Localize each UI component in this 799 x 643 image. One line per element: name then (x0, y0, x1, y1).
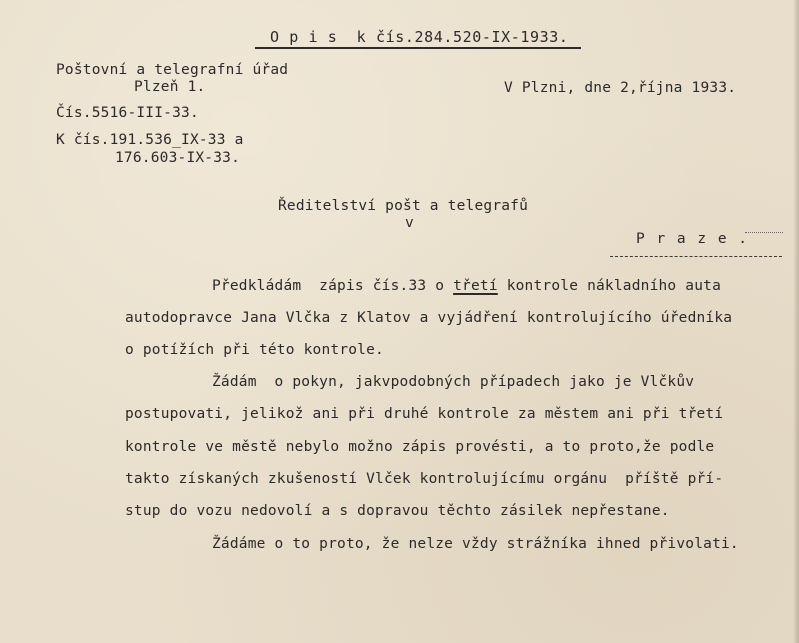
reference-to-line1: K čís.191.536_IX-33 a (56, 132, 244, 148)
body-paragraph1-line2: autodopravce Jana Vlčka z Klatov a vyjádření kontrolujícího úředníka (125, 310, 733, 326)
recipient-city: P r a z e . (636, 231, 749, 247)
body-paragraph1-line3: o potížích při této kontrole. (125, 342, 384, 358)
body-paragraph3-line1: Žádáme o to proto, že nelze vždy strážníka ihned přivolati. (212, 536, 739, 552)
date-line: V Plzni, dne 2,října 1933. (504, 80, 737, 96)
page-edge-shadow (793, 0, 799, 643)
recipient-line1: Ředitelství pošt a telegrafů (278, 198, 529, 214)
body-paragraph2-line3: kontrole ve městě nebylo možno zápis provésti, a to proto,že podle (125, 439, 715, 455)
sender-office-line1: Poštovní a telegrafní úřad (56, 62, 289, 78)
document-title: O p i s k čís.284.520-IX-1933. (270, 28, 569, 46)
title-underline (255, 47, 581, 49)
sender-office-line2: Plzeň 1. (134, 79, 206, 95)
body-paragraph1-line1 (212, 279, 721, 294)
body-paragraph2-line5: stup do vozu nedovolí a s dopravou těchto zásilek nepřestane. (125, 503, 670, 519)
city-dotted-rule (745, 232, 783, 233)
body-paragraph2-line1: Žádám o pokyn, jakvpodobných případech jako je Vlčkův (212, 374, 695, 390)
body-paragraph2-line2: postupovati, jelikož ani při druhé kontrole za městem ani při třetí (125, 406, 724, 422)
underlined-word: třetí (453, 278, 498, 294)
recipient-line2: v (405, 215, 414, 231)
reference-number: Čís.5516-III-33. (56, 105, 199, 121)
city-dashed-underline (610, 256, 782, 257)
reference-to-line2: 176.603-IX-33. (115, 150, 241, 166)
body-paragraph2-line4: takto získaných zkušeností Vlček kontrolujícímu orgánu příště pří- (125, 471, 724, 487)
body-text: kontrole nákladního auta (497, 278, 722, 294)
body-text: Předkládám zápis čís.33 o (212, 278, 454, 294)
